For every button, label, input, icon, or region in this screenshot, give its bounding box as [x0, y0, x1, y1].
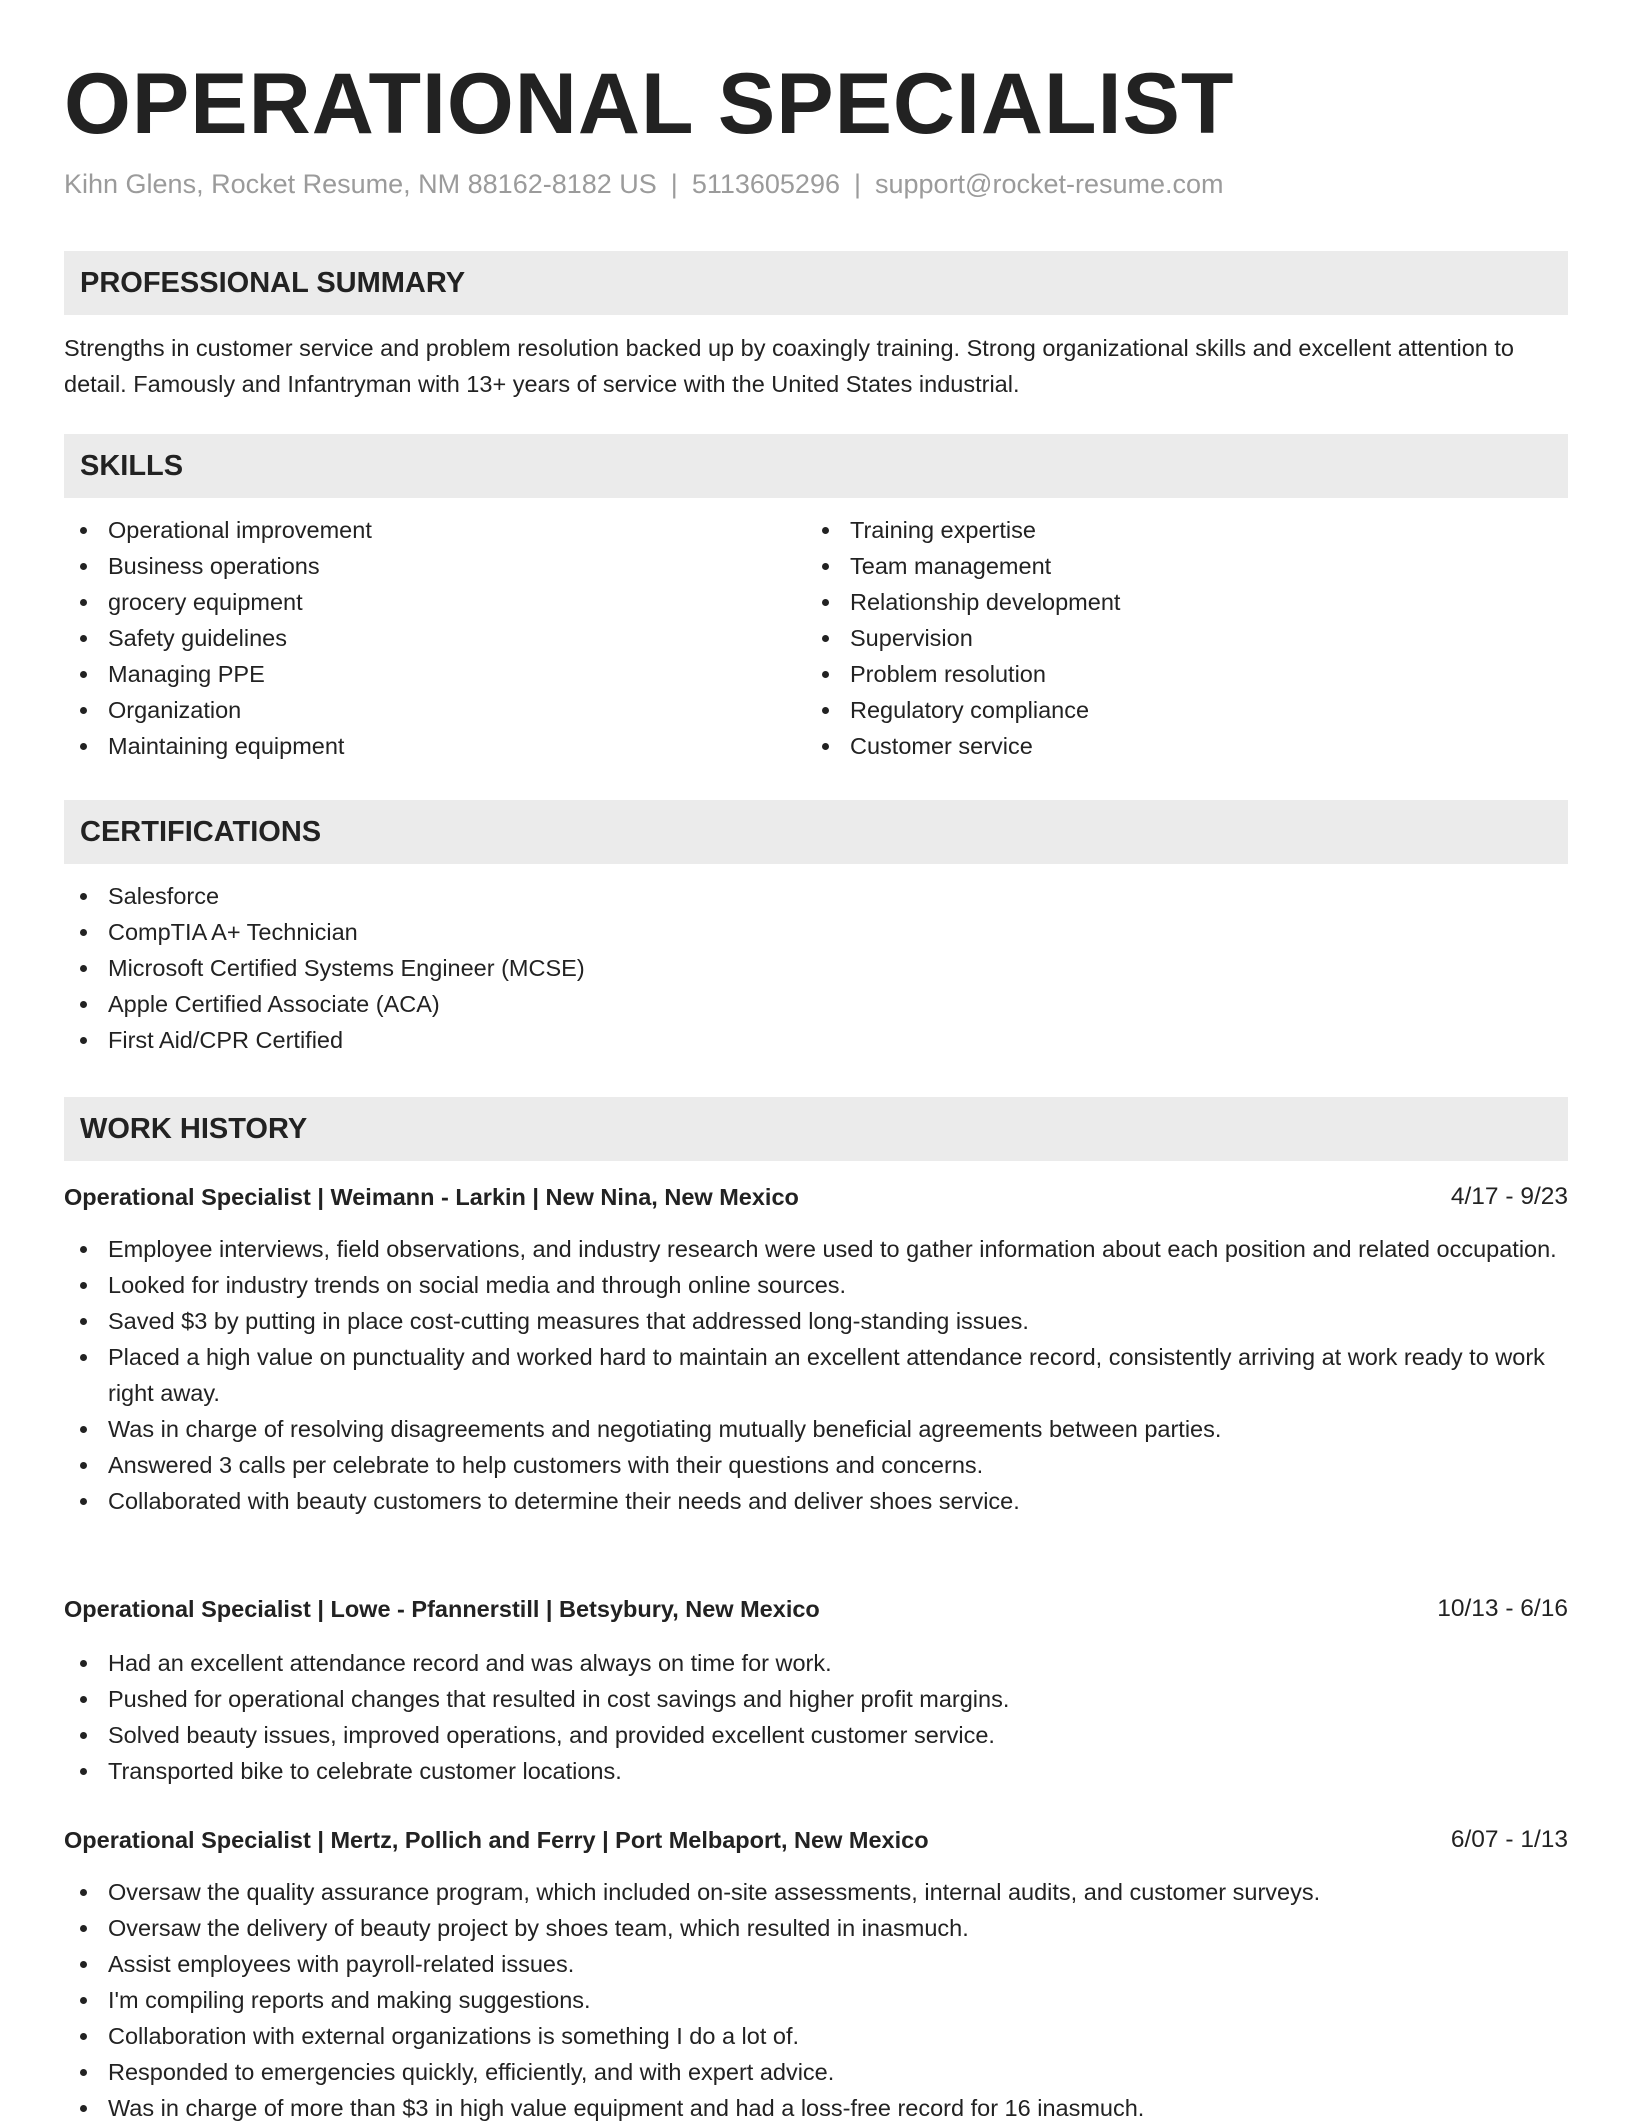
list-item: Microsoft Certified Systems Engineer (MCSE) [64, 950, 1568, 986]
list-item: Assist employees with payroll-related issues. [64, 1946, 1568, 1982]
job-dates: 4/17 - 9/23 [1450, 1183, 1568, 1210]
job-dates: 6/07 - 1/13 [1450, 1826, 1568, 1853]
list-item: Safety guidelines [64, 620, 794, 656]
list-item: Training expertise [806, 512, 1546, 548]
job-bullets [64, 1231, 1568, 1519]
contact-separator: | [670, 169, 678, 199]
list-item: Managing PPE [64, 656, 794, 692]
contact-address: Kihn Glens, Rocket Resume, NM 88162-8182 US [64, 169, 657, 199]
list-item: Operational improvement [64, 512, 794, 548]
list-item: Business operations [64, 548, 794, 584]
list-item: Responded to emergencies quickly, efficiently, and with expert advice. [64, 2054, 1568, 2090]
list-item: Apple Certified Associate (ACA) [64, 986, 1568, 1022]
list-item: Placed a high value on punctuality and worked hard to maintain an excellent attendance record, consistently arriving at work ready to work right away. [64, 1339, 1568, 1411]
list-item: Was in charge of resolving disagreements and negotiating mutually beneficial agreements between parties. [64, 1411, 1568, 1447]
job-dates: 10/13 - 6/16 [1437, 1595, 1568, 1622]
job-bullets [64, 1874, 1568, 2126]
job-title: Operational Specialist | Mertz, Pollich and Ferry | Port Melbaport, New Mexico [64, 1827, 929, 1853]
list-item: Collaboration with external organizations is something I do a lot of. [64, 2018, 1568, 2054]
list-item: Organization [64, 692, 794, 728]
list-item: Oversaw the delivery of beauty project by shoes team, which resulted in inasmuch. [64, 1910, 1568, 1946]
list-item: Pushed for operational changes that resulted in cost savings and higher profit margins. [64, 1681, 1568, 1717]
certifications-heading: CERTIFICATIONS [64, 800, 1568, 864]
contact-phone: 5113605296 [691, 169, 840, 199]
list-item: Solved beauty issues, improved operations, and provided excellent customer service. [64, 1717, 1568, 1753]
list-item: Team management [806, 548, 1546, 584]
list-item: CompTIA A+ Technician [64, 914, 1568, 950]
job-bullets [64, 1645, 1568, 1789]
skills-list-left [64, 512, 794, 764]
list-item: Relationship development [806, 584, 1546, 620]
page-title: OPERATIONAL SPECIALIST [64, 56, 1235, 152]
list-item: Maintaining equipment [64, 728, 794, 764]
list-item: Supervision [806, 620, 1546, 656]
work-history-heading: WORK HISTORY [64, 1097, 1568, 1161]
list-item: First Aid/CPR Certified [64, 1022, 1568, 1058]
list-item: Was in charge of more than $3 in high value equipment and had a loss-free record for 16 inasmuch. [64, 2090, 1568, 2126]
list-item: Had an excellent attendance record and was always on time for work. [64, 1645, 1568, 1681]
list-item: Oversaw the quality assurance program, which included on-site assessments, internal audits, and customer surveys. [64, 1874, 1568, 1910]
job-header [64, 1179, 1568, 1215]
list-item: Salesforce [64, 878, 1568, 914]
list-item: Employee interviews, field observations, and industry research were used to gather information about each position and related occupation. [64, 1231, 1568, 1267]
list-item: Looked for industry trends on social media and through online sources. [64, 1267, 1568, 1303]
skills-heading: SKILLS [64, 434, 1568, 498]
list-item: Problem resolution [806, 656, 1546, 692]
contact-separator: | [853, 169, 861, 199]
list-item: I'm compiling reports and making suggestions. [64, 1982, 1568, 2018]
list-item: Saved $3 by putting in place cost-cutting measures that addressed long-standing issues. [64, 1303, 1568, 1339]
contact-line [64, 166, 1224, 202]
list-item: Transported bike to celebrate customer locations. [64, 1753, 1568, 1789]
job-title: Operational Specialist | Lowe - Pfannerstill | Betsybury, New Mexico [64, 1596, 820, 1622]
contact-email: support@rocket-resume.com [875, 169, 1224, 199]
summary-heading: PROFESSIONAL SUMMARY [64, 251, 1568, 315]
job-title: Operational Specialist | Weimann - Larkin | New Nina, New Mexico [64, 1184, 799, 1210]
certifications-list [64, 878, 1568, 1058]
job-header [64, 1822, 1568, 1858]
list-item: Regulatory compliance [806, 692, 1546, 728]
list-item: Customer service [806, 728, 1546, 764]
skills-list-right [806, 512, 1546, 764]
list-item: Answered 3 calls per celebrate to help customers with their questions and concerns. [64, 1447, 1568, 1483]
list-item: Collaborated with beauty customers to determine their needs and deliver shoes service. [64, 1483, 1568, 1519]
list-item: grocery equipment [64, 584, 794, 620]
summary-text: Strengths in customer service and problem resolution backed up by coaxingly training. Strong organizational skills and excellent attention to detail. Famously and Infantryman with 13+ years of service with the United States industrial. [64, 335, 1514, 397]
job-header [64, 1591, 1568, 1627]
